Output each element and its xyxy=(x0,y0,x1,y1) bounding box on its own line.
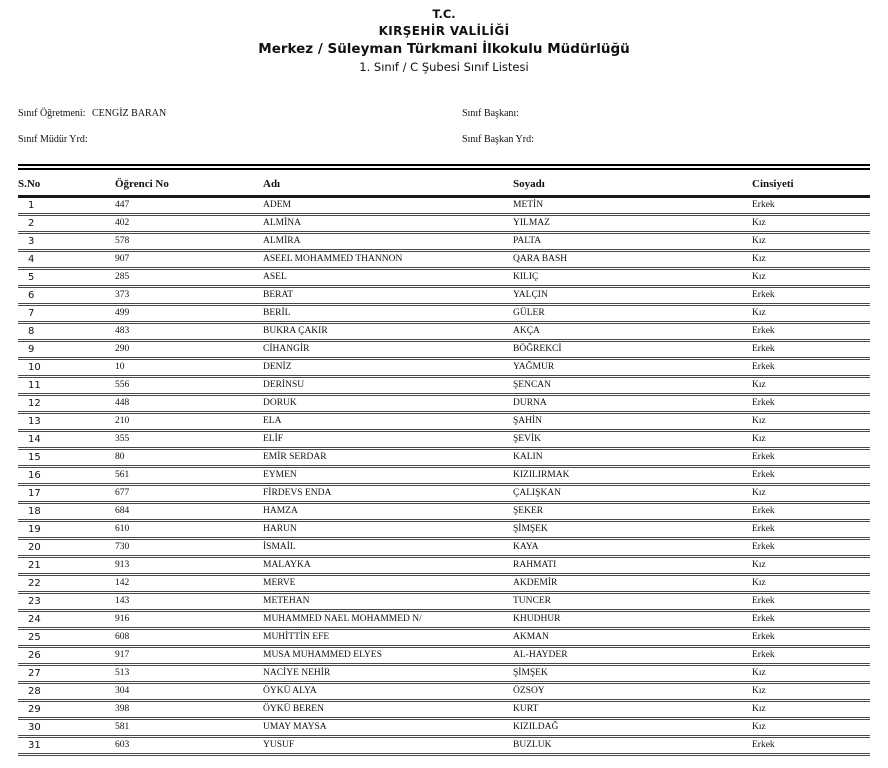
cell-first-name: BUKRA ÇAKIR xyxy=(263,326,328,336)
cell-first-name: CİHANGİR xyxy=(263,344,310,354)
table-row xyxy=(18,467,870,485)
cell-gender: Kız xyxy=(752,488,766,498)
table-row xyxy=(18,737,870,755)
table-row xyxy=(18,701,870,719)
cell-student-no: 916 xyxy=(115,614,130,624)
class-president-value xyxy=(519,108,523,119)
table-row xyxy=(18,611,870,629)
column-header-sno: S.No xyxy=(18,167,115,197)
cell-gender: Kız xyxy=(752,722,766,732)
cell-gender: Erkek xyxy=(752,740,775,750)
vice-principal-value xyxy=(88,134,92,145)
table-row xyxy=(18,665,870,683)
cell-sno: 9 xyxy=(28,344,35,355)
cell-sno: 29 xyxy=(28,704,41,715)
cell-first-name: ELİF xyxy=(263,434,284,444)
cell-gender: Kız xyxy=(752,308,766,318)
table-row xyxy=(18,377,870,395)
cell-gender: Erkek xyxy=(752,290,775,300)
class-info-block xyxy=(18,108,870,160)
cell-first-name: ASEL xyxy=(263,272,287,282)
cell-sno: 11 xyxy=(28,380,41,391)
cell-gender: Erkek xyxy=(752,452,775,462)
cell-first-name: ALMİNA xyxy=(263,218,301,228)
cell-sno: 22 xyxy=(28,578,41,589)
cell-surname: KURT xyxy=(513,704,539,714)
column-header-student-no: Öğrenci No xyxy=(115,167,263,197)
table-row xyxy=(18,215,870,233)
table-row xyxy=(18,449,870,467)
cell-first-name: DORUK xyxy=(263,398,297,408)
cell-first-name: EYMEN xyxy=(263,470,297,480)
cell-surname: KHUDHUR xyxy=(513,614,561,624)
cell-first-name: HARUN xyxy=(263,524,297,534)
header-row xyxy=(18,167,870,197)
table-row xyxy=(18,413,870,431)
table-row xyxy=(18,521,870,539)
cell-surname: METİN xyxy=(513,200,544,210)
cell-first-name: ASEEL MOHAMMED THANNON xyxy=(263,254,403,264)
class-teacher-field xyxy=(18,108,462,119)
cell-student-no: 142 xyxy=(115,578,130,588)
cell-gender: Erkek xyxy=(752,542,775,552)
cell-student-no: 304 xyxy=(115,686,130,696)
cell-first-name: MUSA MUHAMMED ELYES xyxy=(263,650,382,660)
cell-gender: Erkek xyxy=(752,470,775,480)
cell-surname: ÇALIŞKAN xyxy=(513,488,562,498)
cell-sno: 16 xyxy=(28,470,41,481)
cell-gender: Erkek xyxy=(752,506,775,516)
cell-surname: ŞEKER xyxy=(513,506,544,516)
cell-first-name: UMAY MAYSA xyxy=(263,722,327,732)
cell-gender: Kız xyxy=(752,380,766,390)
cell-gender: Erkek xyxy=(752,632,775,642)
cell-sno: 26 xyxy=(28,650,41,661)
table-row xyxy=(18,305,870,323)
cell-gender: Kız xyxy=(752,668,766,678)
cell-student-no: 730 xyxy=(115,542,130,552)
class-president-field xyxy=(462,108,523,119)
cell-first-name: MALAYKA xyxy=(263,560,311,570)
cell-surname: KAYA xyxy=(513,542,539,552)
cell-student-no: 10 xyxy=(115,362,125,372)
cell-student-no: 290 xyxy=(115,344,130,354)
table-row xyxy=(18,557,870,575)
table-row xyxy=(18,359,870,377)
cell-student-no: 610 xyxy=(115,524,130,534)
cell-surname: BUZLUK xyxy=(513,740,552,750)
cell-student-no: 448 xyxy=(115,398,130,408)
cell-surname: KILIÇ xyxy=(513,272,539,282)
cell-surname: ŞİMŞEK xyxy=(513,668,548,678)
cell-student-no: 513 xyxy=(115,668,130,678)
cell-student-no: 402 xyxy=(115,218,130,228)
cell-gender: Kız xyxy=(752,272,766,282)
cell-sno: 20 xyxy=(28,542,41,553)
cell-gender: Erkek xyxy=(752,362,775,372)
cell-surname: PALTA xyxy=(513,236,542,246)
cell-sno: 3 xyxy=(28,236,35,247)
table-row xyxy=(18,503,870,521)
table-row xyxy=(18,341,870,359)
cell-student-no: 483 xyxy=(115,326,130,336)
cell-sno: 27 xyxy=(28,668,41,679)
vice-principal-label: Sınıf Müdür Yrd: xyxy=(18,134,88,145)
cell-gender: Kız xyxy=(752,686,766,696)
vice-president-label: Sınıf Başkan Yrd: xyxy=(462,134,534,145)
cell-sno: 17 xyxy=(28,488,41,499)
cell-student-no: 578 xyxy=(115,236,130,246)
cell-student-no: 210 xyxy=(115,416,130,426)
table-row xyxy=(18,251,870,269)
cell-surname: KALIN xyxy=(513,452,543,462)
cell-first-name: YUSUF xyxy=(263,740,295,750)
cell-gender: Erkek xyxy=(752,614,775,624)
column-header-gender: Cinsiyeti xyxy=(752,167,870,197)
cell-sno: 25 xyxy=(28,632,41,643)
column-header-first-name: Adı xyxy=(263,167,513,197)
cell-student-no: 907 xyxy=(115,254,130,264)
vice-principal-field xyxy=(18,134,462,145)
cell-student-no: 447 xyxy=(115,200,130,210)
table-row xyxy=(18,197,870,215)
cell-surname: GÜLER xyxy=(513,308,545,318)
table-row xyxy=(18,431,870,449)
republic-title: T.C. xyxy=(432,7,456,21)
cell-surname: AKÇA xyxy=(513,326,540,336)
cell-sno: 1 xyxy=(28,200,35,211)
cell-gender: Kız xyxy=(752,434,766,444)
cell-first-name: MUHAMMED NAEL MOHAMMED N/ xyxy=(263,614,422,624)
cell-student-no: 355 xyxy=(115,434,130,444)
cell-first-name: İSMAİL xyxy=(263,542,296,552)
cell-surname: DURNA xyxy=(513,398,547,408)
cell-surname: ŞEVİK xyxy=(513,434,541,444)
cell-gender: Erkek xyxy=(752,650,775,660)
column-header-surname: Soyadı xyxy=(513,167,752,197)
cell-surname: YAĞMUR xyxy=(513,362,555,372)
document-header xyxy=(0,0,888,76)
cell-student-no: 556 xyxy=(115,380,130,390)
cell-student-no: 608 xyxy=(115,632,130,642)
cell-gender: Erkek xyxy=(752,524,775,534)
cell-sno: 13 xyxy=(28,416,41,427)
cell-sno: 28 xyxy=(28,686,41,697)
cell-gender: Kız xyxy=(752,704,766,714)
table-row xyxy=(18,395,870,413)
table-row xyxy=(18,269,870,287)
cell-gender: Erkek xyxy=(752,200,775,210)
cell-surname: TUNCER xyxy=(513,596,551,606)
cell-sno: 21 xyxy=(28,560,41,571)
table-row xyxy=(18,629,870,647)
cell-student-no: 581 xyxy=(115,722,130,732)
cell-surname: RAHMATI xyxy=(513,560,557,570)
class-teacher-value: CENGİZ BARAN xyxy=(92,108,167,119)
cell-student-no: 561 xyxy=(115,470,130,480)
cell-surname: ŞİMŞEK xyxy=(513,524,548,534)
cell-sno: 7 xyxy=(28,308,35,319)
class-list-subtitle: 1. Sınıf / C Şubesi Sınıf Listesi xyxy=(359,60,529,74)
table-row xyxy=(18,593,870,611)
cell-first-name: BERİL xyxy=(263,308,291,318)
cell-first-name: EMİR SERDAR xyxy=(263,452,327,462)
cell-surname: ŞAHİN xyxy=(513,416,543,426)
cell-surname: YALÇIN xyxy=(513,290,548,300)
table-row xyxy=(18,233,870,251)
cell-surname: QARA BASH xyxy=(513,254,568,264)
cell-student-no: 684 xyxy=(115,506,130,516)
cell-surname: KIZILIRMAK xyxy=(513,470,570,480)
cell-gender: Kız xyxy=(752,578,766,588)
cell-sno: 6 xyxy=(28,290,35,301)
cell-first-name: DERİNSU xyxy=(263,380,305,390)
cell-gender: Kız xyxy=(752,560,766,570)
cell-sno: 24 xyxy=(28,614,41,625)
student-table-body xyxy=(18,197,870,755)
cell-sno: 8 xyxy=(28,326,35,337)
table-row xyxy=(18,683,870,701)
cell-first-name: ADEM xyxy=(263,200,291,210)
class-president-label: Sınıf Başkanı: xyxy=(462,108,519,119)
cell-surname: AKDEMİR xyxy=(513,578,558,588)
table-row xyxy=(18,539,870,557)
cell-gender: Erkek xyxy=(752,398,775,408)
table-row xyxy=(18,287,870,305)
cell-student-no: 398 xyxy=(115,704,130,714)
cell-sno: 15 xyxy=(28,452,41,463)
cell-gender: Erkek xyxy=(752,326,775,336)
cell-first-name: MERVE xyxy=(263,578,296,588)
cell-student-no: 373 xyxy=(115,290,130,300)
cell-first-name: ÖYKÜ ALYA xyxy=(263,686,317,696)
table-row xyxy=(18,485,870,503)
cell-sno: 12 xyxy=(28,398,41,409)
table-row xyxy=(18,647,870,665)
cell-gender: Kız xyxy=(752,254,766,264)
cell-first-name: HAMZA xyxy=(263,506,298,516)
cell-sno: 10 xyxy=(28,362,41,373)
table-row xyxy=(18,719,870,737)
table-row xyxy=(18,323,870,341)
cell-student-no: 603 xyxy=(115,740,130,750)
cell-surname: BÖĞREKCİ xyxy=(513,344,562,354)
cell-gender: Kız xyxy=(752,416,766,426)
cell-sno: 30 xyxy=(28,722,41,733)
cell-surname: KIZILDAĞ xyxy=(513,722,559,732)
info-row-1 xyxy=(18,108,870,134)
cell-sno: 2 xyxy=(28,218,35,229)
cell-surname: ŞENCAN xyxy=(513,380,552,390)
cell-sno: 31 xyxy=(28,740,41,751)
cell-student-no: 285 xyxy=(115,272,130,282)
cell-student-no: 913 xyxy=(115,560,130,570)
cell-first-name: NACİYE NEHİR xyxy=(263,668,331,678)
cell-student-no: 917 xyxy=(115,650,130,660)
cell-gender: Erkek xyxy=(752,344,775,354)
school-directorate-title: Merkez / Süleyman Türkmani İlkokulu Müdürlüğü xyxy=(258,41,630,57)
cell-surname: AL-HAYDER xyxy=(513,650,568,660)
cell-first-name: METEHAN xyxy=(263,596,310,606)
cell-student-no: 80 xyxy=(115,452,125,462)
info-row-2 xyxy=(18,134,870,160)
cell-surname: YILMAZ xyxy=(513,218,550,228)
cell-first-name: ÖYKÜ BEREN xyxy=(263,704,324,714)
cell-sno: 5 xyxy=(28,272,35,283)
governorship-title: KIRŞEHİR VALİLİĞİ xyxy=(378,24,510,38)
student-table-header xyxy=(18,167,870,197)
cell-student-no: 499 xyxy=(115,308,130,318)
cell-student-no: 143 xyxy=(115,596,130,606)
cell-sno: 18 xyxy=(28,506,41,517)
cell-first-name: BERAT xyxy=(263,290,294,300)
cell-first-name: DENİZ xyxy=(263,362,292,372)
cell-first-name: FİRDEVS ENDA xyxy=(263,488,332,498)
cell-first-name: ALMİRA xyxy=(263,236,301,246)
cell-sno: 23 xyxy=(28,596,41,607)
cell-sno: 14 xyxy=(28,434,41,445)
class-teacher-label: Sınıf Öğretmeni: xyxy=(18,108,86,119)
cell-surname: AKMAN xyxy=(513,632,549,642)
cell-first-name: MUHİTTİN EFE xyxy=(263,632,330,642)
cell-gender: Erkek xyxy=(752,596,775,606)
cell-gender: Kız xyxy=(752,236,766,246)
table-row xyxy=(18,575,870,593)
student-table xyxy=(18,164,870,756)
vice-president-field xyxy=(462,134,538,145)
cell-surname: ÖZSOY xyxy=(513,686,545,696)
vice-president-value xyxy=(534,134,538,145)
cell-sno: 4 xyxy=(28,254,35,265)
cell-first-name: ELA xyxy=(263,416,282,426)
cell-student-no: 677 xyxy=(115,488,130,498)
cell-sno: 19 xyxy=(28,524,41,535)
cell-gender: Kız xyxy=(752,218,766,228)
